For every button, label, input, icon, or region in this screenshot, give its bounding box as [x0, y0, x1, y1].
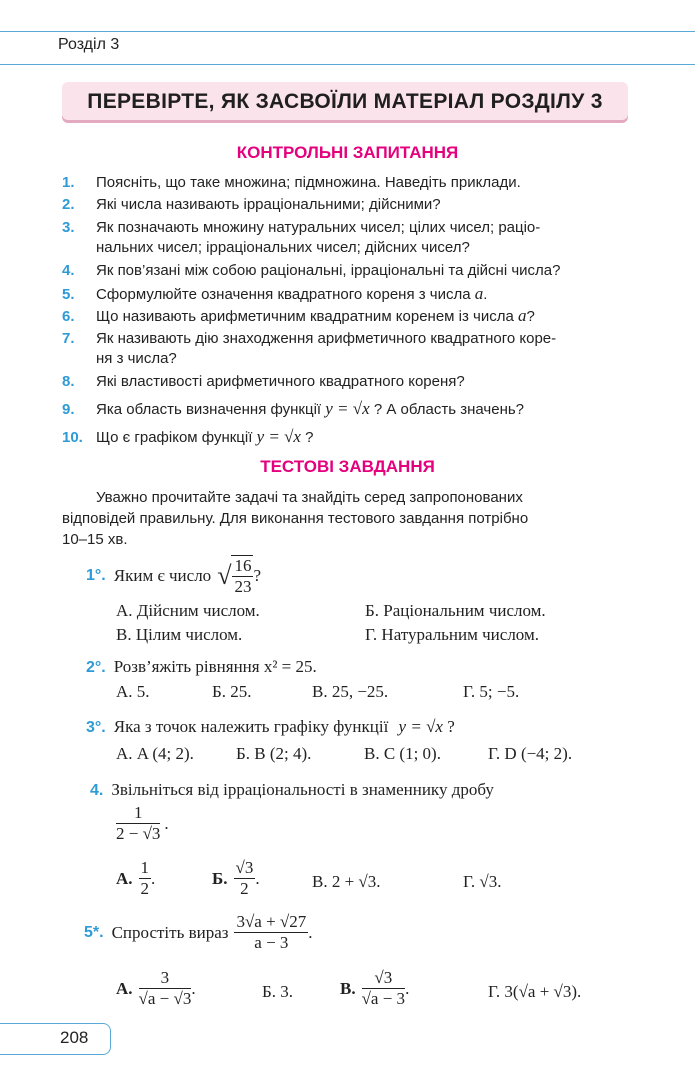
variable-a: a [518, 306, 527, 325]
question-text: Поясніть, що таке множина; підмножина. Наведіть приклади. [96, 174, 521, 191]
punctuation: . [151, 868, 156, 888]
page-number: 208 [60, 1028, 89, 1047]
answer-2-v: В. 25, −25. [312, 682, 389, 701]
answer-1-g: Г. Натуральним числом. [365, 625, 539, 644]
test-4-fraction [116, 803, 169, 844]
test-number: 5*. [84, 923, 104, 941]
question-number: 4. [62, 262, 75, 279]
test-number: 3°. [86, 719, 106, 736]
answer-4-v: В. 2 + √3. [312, 872, 381, 891]
test-number: 2°. [86, 659, 106, 676]
answer-2-b: Б. 25. [212, 682, 252, 701]
question-7-line-2: ня з числа? [96, 350, 177, 367]
fraction-denominator: a − 3 [254, 933, 289, 952]
test-question: Спростіть вираз [111, 922, 229, 942]
fraction [139, 968, 192, 1009]
question-5 [62, 283, 487, 306]
fraction [362, 968, 405, 1009]
control-heading: КОНТРОЛЬНІ ЗАПИТАННЯ [236, 143, 459, 162]
fraction-denominator: √a − 3 [361, 989, 406, 1008]
answer-5-a [116, 968, 196, 1009]
fraction [139, 858, 152, 899]
test-4 [90, 780, 494, 800]
test-question: Яким є число [113, 566, 212, 585]
question-number: 1. [62, 174, 75, 191]
answer-letter: А. [116, 978, 133, 998]
fraction-denominator: 2 [140, 879, 150, 898]
question-number: 3. [62, 219, 75, 236]
tests-heading: ТЕСТОВІ ЗАВДАННЯ [260, 457, 435, 476]
question-3-line-2: нальних чисел; ірраціональних чисел; дійсних чисел? [96, 239, 470, 256]
formula-sqrt: y = √x [398, 717, 443, 736]
fraction-numerator: 16 [234, 556, 252, 575]
chapter-label: Розділ 3 [58, 36, 120, 53]
test-question: Звільніться від ірраціональності в знаменнику дробу [111, 780, 494, 799]
punctuation: . [164, 813, 169, 833]
formula-sqrt: y = √x [256, 427, 301, 446]
answer-3-v: В. C (1; 0). [364, 744, 441, 763]
tests-intro-line-2: відповідей правильну. Для виконання тестового завдання потрібно [62, 510, 529, 527]
question-text: Як позначають множину натуральних чисел; цілих чисел; раціо- [96, 219, 541, 236]
fraction-denominator: 23 [234, 577, 252, 596]
test-number: 1°. [86, 567, 106, 584]
question-text: Що є графіком функції [96, 429, 253, 446]
punctuation: . [308, 922, 313, 942]
punctuation: . [191, 978, 196, 998]
answer-4-a [116, 858, 155, 899]
answer-3-g: Г. D (−4; 2). [488, 744, 573, 763]
test-5 [84, 912, 313, 953]
question-text: Як пов’язані між собою раціональні, ірраціональні та дійсні числа? [96, 262, 561, 279]
fraction-denominator: 2 [240, 879, 249, 898]
fraction [116, 803, 160, 844]
question-8 [62, 371, 465, 393]
test-number: 4. [90, 782, 104, 799]
answer-letter: В. [340, 978, 356, 998]
answer-2-g: Г. 5; −5. [463, 682, 520, 701]
tests-intro-line-3: 10–15 хв. [62, 531, 128, 548]
question-3 [62, 217, 540, 239]
test-question: Розв’яжіть рівняння x² = 25. [113, 657, 317, 676]
question-4 [62, 260, 560, 282]
question-number: 2. [62, 196, 75, 213]
fraction [234, 912, 308, 953]
question-number: 8. [62, 373, 75, 390]
fraction-numerator: √3 [362, 968, 405, 989]
punctuation: . [483, 286, 488, 303]
question-number: 7. [62, 330, 75, 347]
variable-a: a [474, 284, 484, 303]
question-1 [62, 172, 521, 194]
test-question: Яка з точок належить графіку функції [113, 717, 389, 736]
tests-intro-line-1: Уважно прочитайте задачі та знайдіть серед запропонованих [96, 489, 523, 506]
punctuation: ? [253, 566, 262, 585]
answer-3-b: Б. B (2; 4). [236, 744, 312, 763]
punctuation: . [405, 978, 410, 998]
answer-1-a: А. Дійсним числом. [116, 601, 260, 620]
answer-4-b [212, 858, 260, 899]
answer-4-g: Г. √3. [463, 872, 502, 891]
fraction-denominator: √a − √3 [138, 989, 192, 1008]
formula-sqrt: y = √x [325, 399, 370, 418]
question-text-end: ? А область значень? [373, 401, 525, 418]
answer-5-b: Б. 3. [262, 982, 294, 1001]
test-1 [86, 552, 261, 600]
answer-3-a: А. A (4; 2). [116, 744, 194, 763]
question-text: Сформулюйте означення квадратного кореня з числа [96, 286, 471, 303]
question-2 [62, 194, 441, 216]
sqrt-sign: √ [217, 561, 232, 590]
answer-5-g: Г. 3(√a + √3). [488, 982, 582, 1001]
punctuation: ? [447, 717, 455, 736]
answer-5-v [340, 968, 409, 1009]
fraction-numerator: √3 [235, 858, 254, 877]
punctuation: ? [526, 308, 535, 325]
question-text: Яка область визначення функції [96, 401, 322, 418]
fraction-numerator: 1 [116, 803, 160, 824]
question-text: Як називають дію знаходження арифметичного квадратного коре- [96, 330, 557, 347]
page-number-tab [0, 1023, 111, 1055]
fraction [234, 858, 256, 899]
question-text: Які числа називають ірраціональними; дійсними? [96, 196, 441, 213]
question-text: Які властивості арифметичного квадратного кореня? [96, 373, 465, 390]
fraction-denominator: 2 − √3 [116, 824, 161, 843]
fraction [231, 555, 253, 597]
answer-letter: А. [116, 868, 133, 888]
fraction-numerator: 3 [139, 968, 192, 989]
question-10 [62, 426, 313, 449]
answer-letter: Б. [212, 868, 228, 888]
punctuation: . [255, 868, 260, 888]
question-number: 9. [62, 401, 75, 418]
question-6 [62, 305, 535, 328]
question-7 [62, 328, 556, 350]
question-number: 10. [62, 429, 83, 446]
fraction-numerator: 1 [140, 858, 150, 877]
question-number: 6. [62, 308, 75, 325]
page-title: ПЕРЕВІРТЕ, ЯК ЗАСВОЇЛИ МАТЕРІАЛ РОЗДІЛУ 3 [62, 82, 628, 120]
question-text: Що називають арифметичним квадратним коренем із числа [96, 308, 514, 325]
answer-2-a: А. 5. [116, 682, 150, 701]
punctuation: ? [305, 429, 314, 446]
answer-1-b: Б. Раціональним числом. [365, 601, 546, 620]
question-9 [62, 398, 524, 421]
test-2 [86, 657, 317, 677]
question-number: 5. [62, 286, 75, 303]
test-3 [86, 717, 455, 737]
answer-1-v: В. Цілим числом. [116, 625, 243, 644]
fraction-numerator: 3√a + √27 [236, 912, 307, 931]
